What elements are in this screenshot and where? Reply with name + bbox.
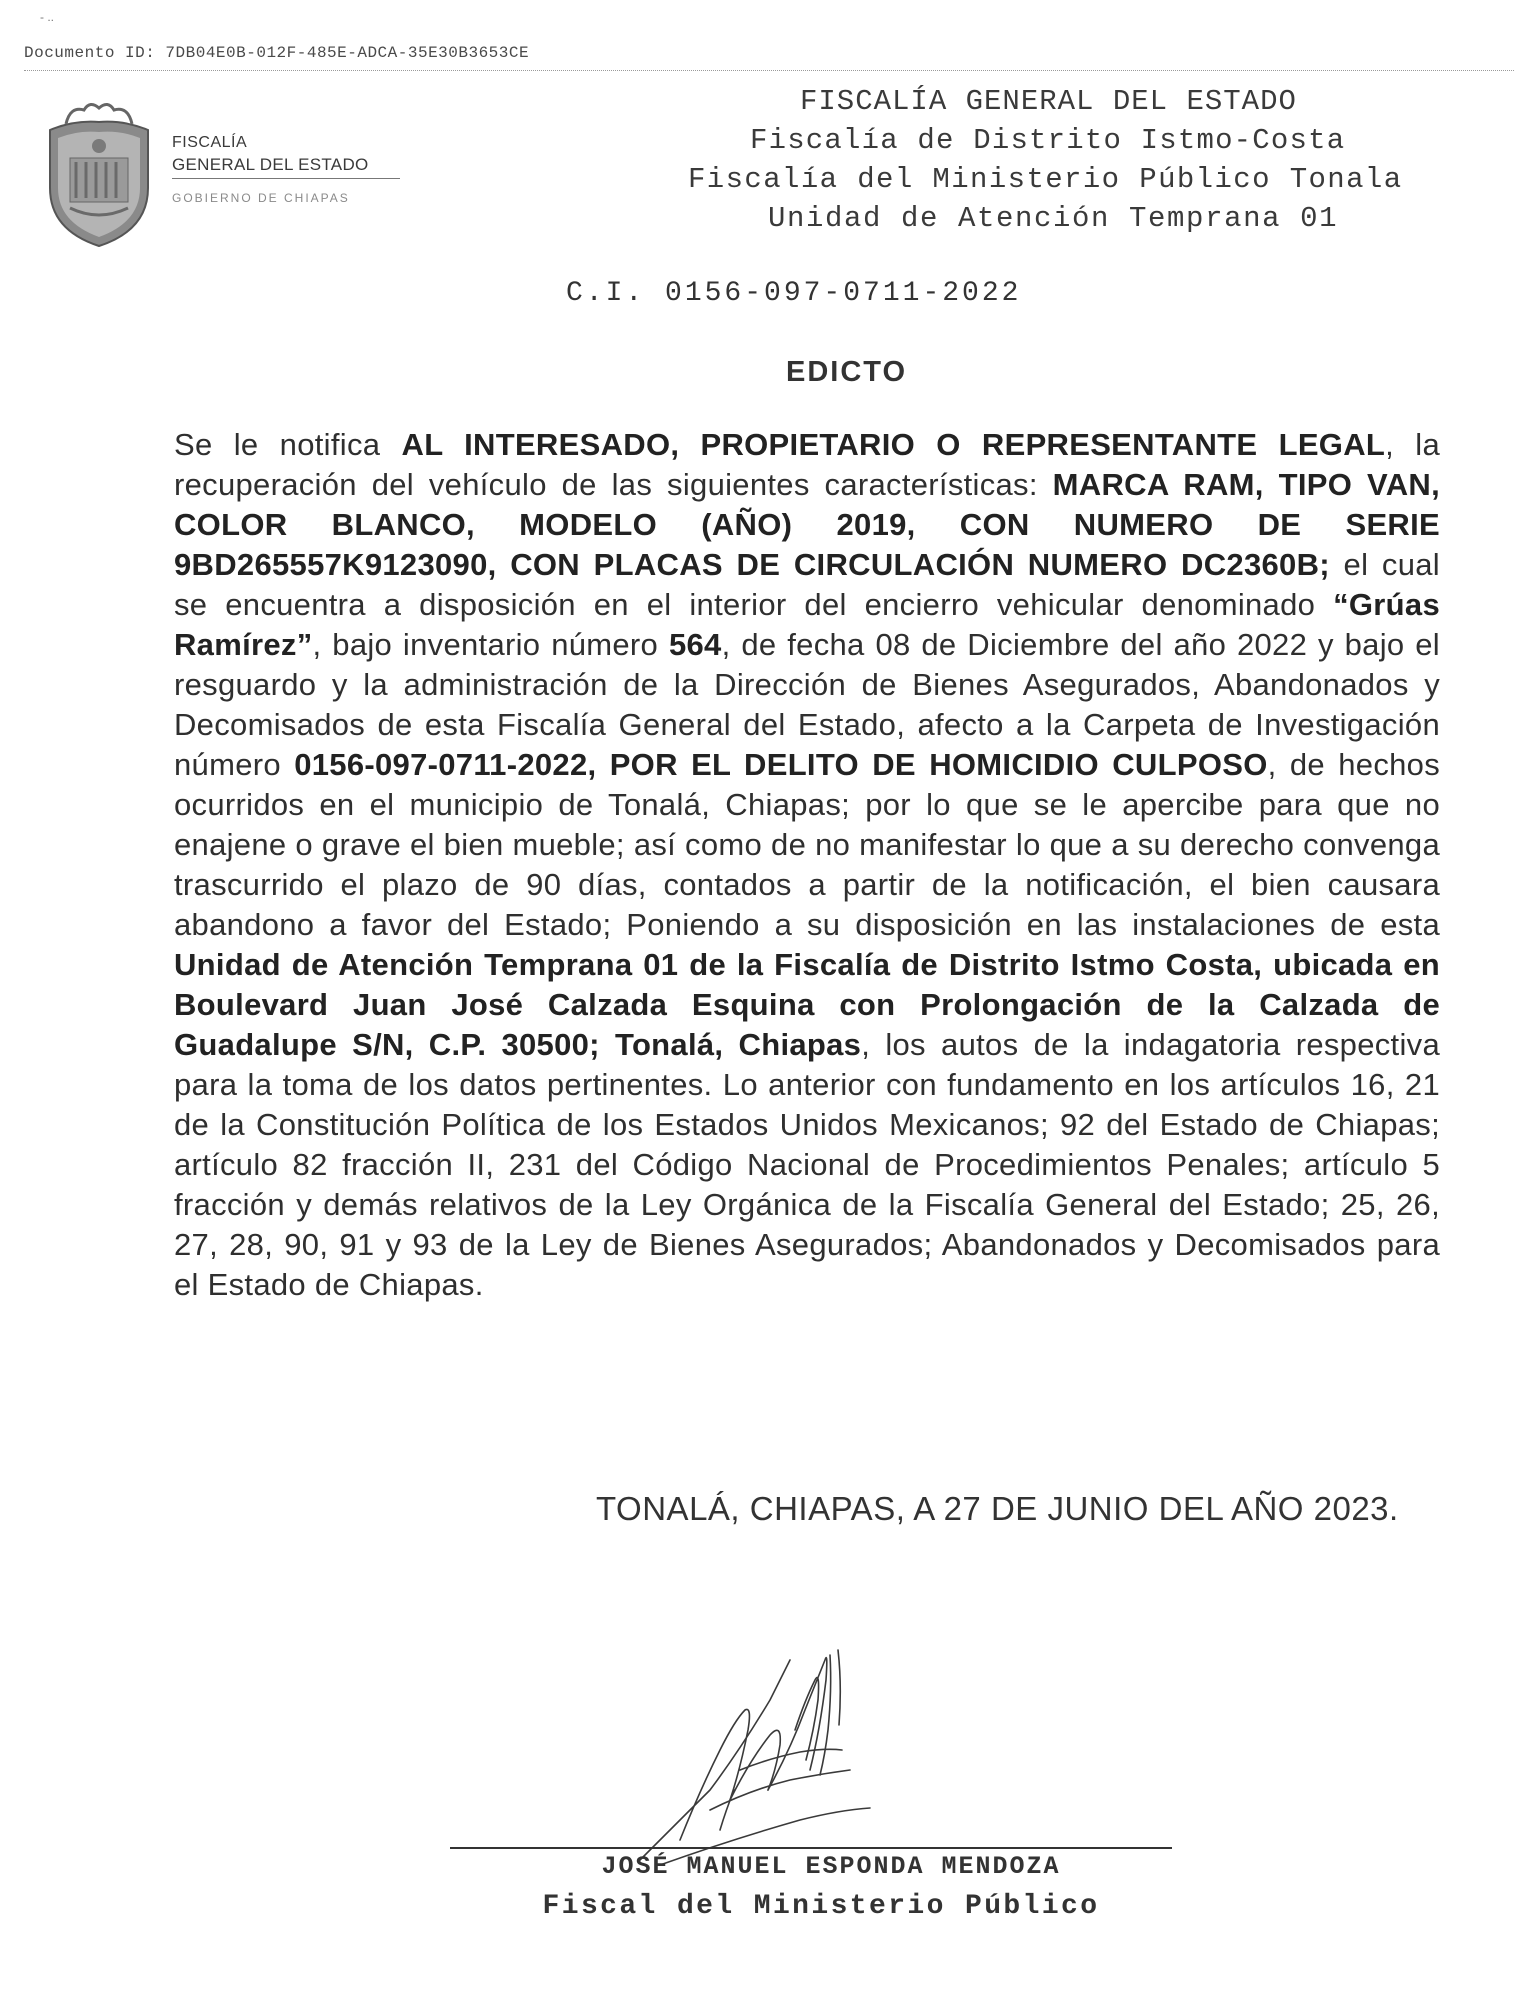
letterhead-line-2: Fiscalía de Distrito Istmo-Costa [750,124,1346,157]
body-bold-case: 0156-097-0711-2022, POR EL DELITO DE HOMICIDIO CULPOSO [294,747,1268,782]
letterhead-line-1: FISCALÍA GENERAL DEL ESTADO [800,85,1297,118]
signer-role: Fiscal del Ministerio Público [542,1891,1100,1922]
signer-block [450,1852,1172,1922]
document-title: EDICTO [786,356,908,388]
logo-line-general: GENERAL DEL ESTADO [172,155,369,174]
place-date-line: TONALÁ, CHIAPAS, A 27 DE JUNIO DEL AÑO 2023. [596,1490,1399,1527]
logo-line-fiscalia: FISCALÍA [172,134,248,151]
document-id: Documento ID: 7DB04E0B-012F-485E-ADCA-35E30B3653CE [24,44,530,62]
signer-name: JOSÉ MANUEL ESPONDA MENDOZA [601,1852,1061,1881]
body-text-2: , la recuperación del vehículo de las siguientes características: [174,427,1440,502]
case-number: C.I. 0156-097-0711-2022 [566,278,1022,309]
body-text-3: el cual se encuentra a disposición en el interior del encierro vehicular denominado [174,547,1440,622]
logo-line-gobierno: GOBIERNO DE CHIAPAS [172,191,350,205]
body-bold-recipient: AL INTERESADO, PROPIETARIO O REPRESENTANTE LEGAL [401,427,1386,462]
body-text-4: , bajo inventario número [312,627,669,662]
logo-rule [172,178,400,179]
logo-text [172,132,412,209]
signature-line [450,1847,1172,1849]
body-bold-address: Unidad de Atención Temprana 01 de la Fiscalía de Distrito Istmo Costa, ubicada en Boulevard Juan José Calzada Esquina con Prolongación de la Calzada de Guadalupe S/N, C.P. 30500; Tonalá, Chiapas [174,947,1440,1062]
letterhead-line-4: Unidad de Atención Temprana 01 [768,202,1339,235]
letterhead-line-3: Fiscalía del Ministerio Público Tonala [688,163,1403,196]
body-text-5: , de fecha 08 de Diciembre del año 2022 y bajo el resguardo y la administración de la Dirección de Bienes Asegurados, Abandonados y Decomisados de esta Fiscalía General del Estado, afecto a la Carpeta de Investigación número [174,627,1440,782]
document-id-rule [24,70,1514,71]
body-text-1: Se le notifica [174,427,402,462]
edict-body [174,425,1440,1305]
fiscalia-shield-icon [40,100,158,248]
body-bold-vehicle: MARCA RAM, TIPO VAN, COLOR BLANCO, MODELO (AÑO) 2019, CON NUMERO DE SERIE 9BD265557K9123090, CON PLACAS DE CIRCULACIÓN NUMERO DC2360B; [174,467,1440,582]
letterhead [640,82,1480,238]
scan-marks: - .. [40,10,54,24]
body-text-7: , los autos de la indagatoria respectiva para la toma de los datos pertinentes. Lo anterior con fundamento en los artículos 16, 21 de la Constitución Política de los Estados Unidos Mexicanos; 92 del Estado de Chiapas; artículo 82 fracción II, 231 del Código Nacional de Procedimientos Penales; artículo 5 fracción y demás relativos de la Ley Orgánica de la Fiscalía General del Estado; 25, 26, 27, 28, 90, 91 y 93 de la Ley de Bienes Asegurados; Abandonados y Decomisados para el Estado de Chiapas. [174,1027,1440,1302]
body-bold-inventory: 564 [668,627,722,662]
body-bold-towyard: “Grúas Ramírez” [174,587,1440,662]
handwritten-signature [620,1640,920,1870]
body-text-6: , de hechos ocurridos en el municipio de Tonalá, Chiapas; por lo que se le apercibe para que no enajene o grave el bien mueble; así como de no manifestar lo que a su derecho convenga trascurrido el plazo de 90 días, contados a partir de la notificación, el bien causara abandono a favor del Estado; Poniendo a su disposición en las instalaciones de esta [174,747,1440,942]
